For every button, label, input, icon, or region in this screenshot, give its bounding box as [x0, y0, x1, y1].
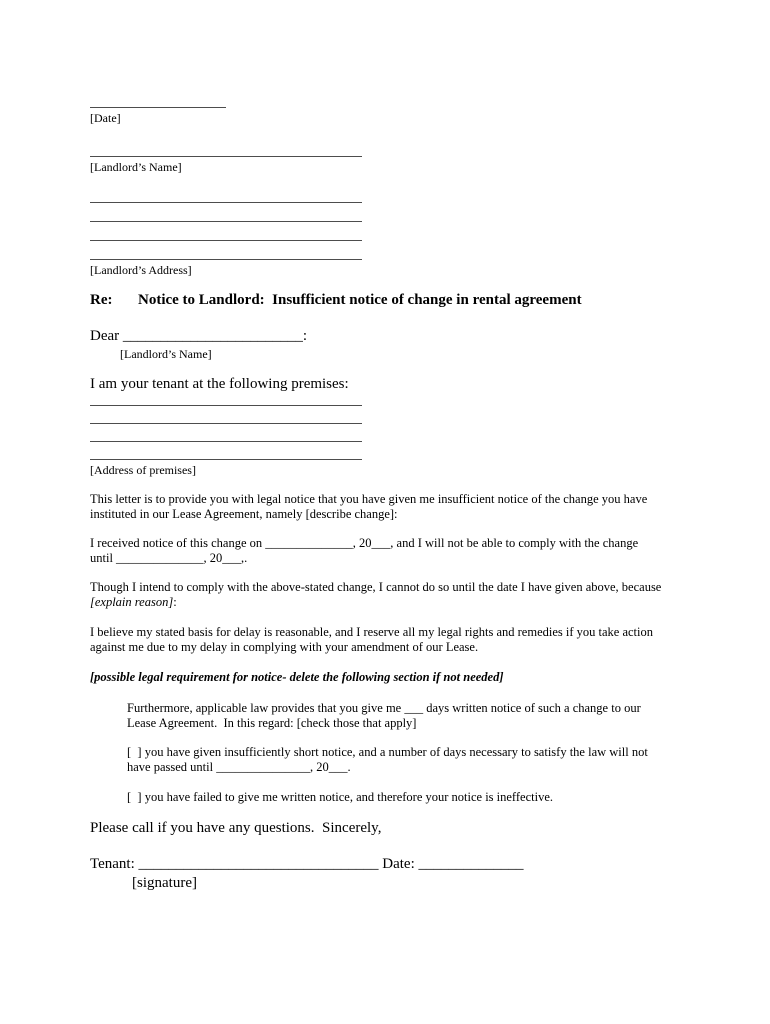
- paragraph-line: Lease Agreement. In this regard: [check those that apply]: [127, 716, 417, 730]
- subject-text: Notice to Landlord: Insufficient notice of change in rental agreement: [138, 292, 582, 308]
- explain-reason-placeholder: [explain reason]: [90, 595, 174, 609]
- subject-line: [90, 291, 692, 310]
- landlord-name-placeholder-label: [Landlord’s Name]: [90, 160, 182, 174]
- landlord-name-blank-line: [90, 156, 362, 157]
- premises-address-blank-line: [90, 405, 362, 406]
- paragraph-line: until ______________, 20___,.: [90, 551, 248, 565]
- paragraph-line: have passed until _______________, 20___.: [127, 760, 351, 774]
- date-blank-line: [90, 107, 226, 108]
- check-item-short-notice: [127, 745, 692, 775]
- paragraph-line: I received notice of this change on ______________, 20___, and I will not be able to comply with the change: [90, 536, 639, 550]
- signature-row: Tenant: ________________________________ Date: ______________: [90, 856, 524, 872]
- explain-reason-colon: :: [173, 595, 177, 609]
- paragraph-comply: [90, 580, 692, 610]
- landlord-address-placeholder-label: [Landlord’s Address]: [90, 263, 192, 277]
- paragraph-line: Furthermore, applicable law provides that you give me ___ days written notice of such a change to our: [127, 701, 641, 715]
- paragraph-line: against me due to my delay in complying with your amendment of our Lease.: [90, 640, 479, 654]
- premises-address-blank-line: [90, 441, 362, 442]
- paragraph-line: This letter is to provide you with legal notice that you have given me insufficient notice of the change you have: [90, 492, 648, 506]
- landlord-address-blank-line: [90, 221, 362, 222]
- salutation-placeholder-label: [Landlord’s Name]: [120, 347, 212, 361]
- paragraph-furthermore: [127, 701, 692, 731]
- paragraph-notice: [90, 492, 692, 522]
- signature-placeholder-label: [signature]: [132, 875, 197, 891]
- check-item-no-written-notice: [ ] you have failed to give me written notice, and therefore your notice is ineffective.: [127, 790, 553, 804]
- paragraph-line: instituted in our Lease Agreement, namely [describe change]:: [90, 507, 398, 521]
- landlord-address-blank-line: [90, 240, 362, 241]
- paragraph-line: Though I intend to comply with the above-stated change, I cannot do so until the date I have given above, because: [90, 580, 662, 594]
- premises-address-blank-line: [90, 459, 362, 460]
- landlord-address-blank-line: [90, 202, 362, 203]
- salutation-line: Dear ________________________:: [90, 328, 308, 344]
- date-placeholder-label: [Date]: [90, 111, 121, 125]
- paragraph-line: I believe my stated basis for delay is reasonable, and I reserve all my legal rights and remedies if you take action: [90, 625, 653, 639]
- legal-requirement-note: [possible legal requirement for notice- delete the following section if not needed]: [90, 670, 504, 684]
- paragraph-believe: [90, 625, 692, 655]
- landlord-address-blank-line: [90, 259, 362, 260]
- premises-intro: I am your tenant at the following premises:: [90, 376, 349, 392]
- premises-address-blank-line: [90, 423, 362, 424]
- premises-placeholder-label: [Address of premises]: [90, 463, 196, 477]
- subject-prefix: Re:: [90, 292, 113, 308]
- paragraph-line: [90, 595, 692, 610]
- paragraph-received: [90, 536, 692, 566]
- paragraph-line: [ ] you have given insufficiently short notice, and a number of days necessary to satisfy the law will not: [127, 745, 648, 759]
- closing-line: Please call if you have any questions. Sincerely,: [90, 820, 382, 836]
